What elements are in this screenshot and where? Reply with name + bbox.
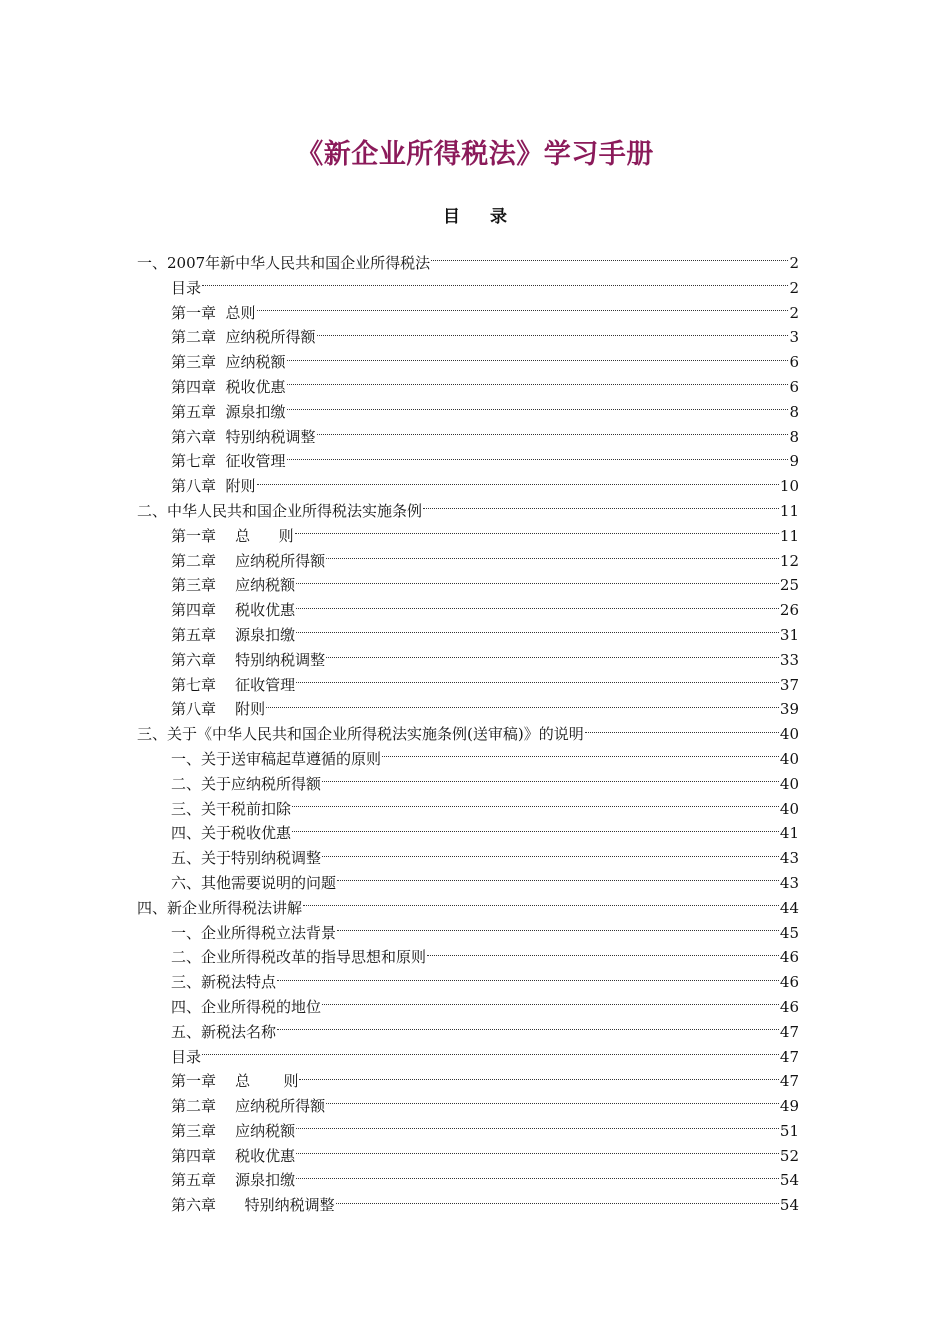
toc-dot-leader — [295, 532, 779, 534]
toc-entry-page-number: 49 — [779, 1097, 799, 1116]
toc-entry-page-number: 3 — [789, 328, 799, 347]
toc-entry-label: 第五章 源泉扣缴 — [171, 625, 296, 644]
toc-entry-page-number: 37 — [779, 675, 799, 694]
toc-dot-leader — [322, 855, 779, 857]
toc-entry-page-number: 31 — [779, 625, 799, 644]
toc-entry[interactable] — [137, 251, 799, 276]
toc-dot-leader — [202, 1053, 779, 1055]
toc-entry-label: 第六章 特别纳税调整 — [171, 1196, 335, 1215]
toc-dot-leader — [287, 359, 789, 361]
toc-entry[interactable] — [137, 896, 799, 921]
toc-dot-leader — [303, 904, 779, 906]
toc-entry-label: 四、关于税收优惠 — [171, 824, 292, 843]
toc-dot-leader — [337, 879, 779, 881]
toc-entry-page-number: 6 — [789, 377, 799, 396]
toc-dot-leader — [423, 507, 779, 509]
toc-entry-label: 第四章 税收优惠 — [171, 601, 296, 620]
toc-entry-page-number: 11 — [779, 501, 799, 520]
toc-entry-label: 目录 — [171, 1047, 202, 1066]
toc-entry[interactable] — [137, 474, 799, 499]
toc-entry[interactable] — [137, 499, 799, 524]
toc-entry-page-number: 26 — [779, 601, 799, 620]
toc-entry-label: 第三章 应纳税额 — [171, 576, 296, 595]
toc-entry[interactable] — [137, 350, 799, 375]
toc-entry-page-number: 43 — [779, 849, 799, 868]
toc-entry[interactable] — [137, 325, 799, 350]
toc-entry[interactable] — [137, 648, 799, 673]
toc-dot-leader — [296, 1177, 779, 1179]
toc-entry[interactable] — [137, 722, 799, 747]
toc-entry-page-number: 47 — [779, 1047, 799, 1066]
toc-entry[interactable] — [137, 1045, 799, 1070]
toc-dot-leader — [317, 433, 789, 435]
toc-heading: 目 录 — [443, 207, 507, 227]
toc-entry-label: 第三章 应纳税额 — [171, 1121, 296, 1140]
toc-entry-label: 第一章 总 则 — [171, 526, 294, 545]
toc-entry-page-number: 2 — [789, 254, 799, 272]
toc-dot-leader — [287, 408, 789, 410]
toc-entry-page-number: 10 — [779, 477, 799, 496]
toc-entry-page-number: 45 — [779, 923, 799, 942]
toc-entry-page-number: 46 — [779, 948, 799, 967]
toc-dot-leader — [257, 309, 789, 311]
toc-entry-page-number: 2 — [789, 303, 799, 322]
toc-dot-leader — [266, 706, 779, 708]
toc-entry[interactable] — [137, 995, 799, 1020]
toc-dot-leader — [277, 979, 779, 981]
toc-entry-label: 第八章 附则 — [171, 477, 256, 496]
toc-dot-leader — [257, 483, 779, 485]
toc-entry[interactable] — [137, 821, 799, 846]
toc-entry-page-number: 44 — [779, 898, 799, 917]
toc-dot-leader — [326, 1102, 779, 1104]
toc-dot-leader — [296, 1127, 779, 1129]
toc-entry[interactable] — [137, 375, 799, 400]
toc-entry[interactable] — [137, 1144, 799, 1169]
table-of-contents — [137, 251, 799, 1218]
toc-entry-page-number: 54 — [779, 1196, 799, 1215]
toc-entry-label: 目录 — [171, 278, 202, 297]
toc-entry-label: 第二章 应纳税所得额 — [171, 551, 326, 570]
toc-dot-leader — [427, 954, 779, 956]
toc-entry-label: 二、企业所得税改革的指导思想和原则 — [171, 948, 427, 967]
toc-entry-page-number: 47 — [779, 1022, 799, 1041]
toc-entry-label: 第七章 征收管理 — [171, 452, 286, 471]
toc-entry-label: 三、关干税前扣除 — [171, 799, 292, 818]
toc-dot-leader — [317, 334, 789, 336]
toc-entry-page-number: 40 — [779, 799, 799, 818]
toc-dot-leader — [296, 681, 779, 683]
toc-dot-leader — [299, 1078, 778, 1080]
toc-entry-label: 四、新企业所得税法讲解 — [137, 898, 303, 917]
toc-entry[interactable] — [137, 772, 799, 797]
toc-entry-page-number: 39 — [779, 700, 799, 719]
toc-entry-label: 第五章 源泉扣缴 — [171, 402, 286, 421]
toc-entry-page-number: 46 — [779, 997, 799, 1016]
toc-entry[interactable] — [137, 697, 799, 722]
toc-entry-label: 第四章 税收优惠 — [171, 377, 286, 396]
toc-entry-label: 第八章 附则 — [171, 700, 266, 719]
toc-entry-label: 第五章 源泉扣缴 — [171, 1171, 296, 1190]
toc-entry-label: 第六章 特别纳税调整 — [171, 650, 326, 669]
toc-entry-page-number: 54 — [779, 1171, 799, 1190]
toc-entry-page-number: 51 — [779, 1121, 799, 1140]
toc-dot-leader — [292, 830, 779, 832]
toc-dot-leader — [326, 557, 779, 559]
toc-entry[interactable] — [137, 573, 799, 598]
toc-entry-label: 一、关于送审稿起草遵循的原则 — [171, 749, 382, 768]
toc-entry-page-number: 52 — [779, 1146, 799, 1165]
toc-entry-page-number: 11 — [779, 526, 799, 545]
toc-entry-page-number: 33 — [779, 650, 799, 669]
toc-entry[interactable] — [137, 1193, 799, 1218]
toc-entry[interactable] — [137, 1119, 799, 1144]
toc-entry-label: 四、企业所得税的地位 — [171, 997, 322, 1016]
toc-dot-leader — [296, 631, 779, 633]
toc-entry-label: 二、中华人民共和国企业所得税法实施条例 — [137, 501, 423, 520]
toc-entry-page-number: 40 — [779, 774, 799, 793]
toc-entry-page-number: 9 — [789, 452, 799, 471]
toc-entry-label: 第一章 总则 — [171, 303, 256, 322]
toc-dot-leader — [382, 755, 779, 757]
toc-entry-label: 一、企业所得税立法背景 — [171, 923, 337, 942]
toc-entry[interactable] — [137, 797, 799, 822]
toc-entry-label: 一、2007年新中华人民共和国企业所得税法 — [137, 254, 431, 272]
toc-entry[interactable] — [137, 1168, 799, 1193]
toc-dot-leader — [292, 805, 779, 807]
toc-entry-label: 五、关于特别纳税调整 — [171, 849, 322, 868]
toc-entry-label: 五、新税法名称 — [171, 1022, 277, 1041]
toc-dot-leader — [336, 1202, 779, 1204]
toc-dot-leader — [296, 1152, 779, 1154]
toc-entry[interactable] — [137, 871, 799, 896]
toc-dot-leader — [585, 731, 779, 733]
toc-dot-leader — [431, 259, 788, 261]
toc-entry-page-number: 40 — [779, 725, 799, 744]
toc-entry[interactable] — [137, 921, 799, 946]
toc-entry[interactable] — [137, 1094, 799, 1119]
toc-dot-leader — [202, 284, 788, 286]
toc-dot-leader — [277, 1028, 779, 1030]
toc-entry[interactable] — [137, 276, 799, 301]
document-title: 《新企业所得税法》学习手册 — [296, 139, 654, 170]
toc-entry-label: 三、关于《中华人民共和国企业所得税法实施条例(送审稿)》的说明 — [137, 725, 584, 744]
toc-entry[interactable] — [137, 1020, 799, 1045]
toc-dot-leader — [296, 582, 779, 584]
toc-dot-leader — [322, 1003, 779, 1005]
toc-entry[interactable] — [137, 623, 799, 648]
toc-entry[interactable] — [137, 1069, 799, 1094]
toc-entry-page-number: 8 — [789, 427, 799, 446]
toc-entry-label: 第六章 特别纳税调整 — [171, 427, 316, 446]
toc-entry-label: 第三章 应纳税额 — [171, 353, 286, 372]
toc-entry-label: 二、关于应纳税所得额 — [171, 774, 322, 793]
toc-entry-label: 三、新税法特点 — [171, 973, 277, 992]
toc-entry-label: 第四章 税收优惠 — [171, 1146, 296, 1165]
toc-entry-page-number: 8 — [789, 402, 799, 421]
toc-dot-leader — [322, 780, 779, 782]
toc-entry-page-number: 43 — [779, 873, 799, 892]
toc-entry[interactable] — [137, 449, 799, 474]
toc-entry[interactable] — [137, 549, 799, 574]
toc-entry[interactable] — [137, 846, 799, 871]
toc-entry[interactable] — [137, 524, 799, 549]
toc-entry-label: 第二章 应纳税所得额 — [171, 1097, 326, 1116]
toc-entry-label: 第七章 征收管理 — [171, 675, 296, 694]
toc-dot-leader — [337, 929, 779, 931]
toc-entry-label: 六、其他需要说明的问题 — [171, 873, 337, 892]
toc-entry-page-number: 41 — [779, 824, 799, 843]
toc-entry[interactable] — [137, 301, 799, 326]
toc-entry-page-number: 2 — [789, 278, 799, 297]
toc-entry[interactable] — [137, 673, 799, 698]
toc-dot-leader — [296, 607, 779, 609]
toc-entry-page-number: 40 — [779, 749, 799, 768]
toc-entry-page-number: 12 — [779, 551, 799, 570]
toc-dot-leader — [287, 458, 789, 460]
toc-dot-leader — [326, 656, 779, 658]
toc-entry-page-number: 6 — [789, 353, 799, 372]
toc-entry[interactable] — [137, 970, 799, 995]
toc-entry-label: 第二章 应纳税所得额 — [171, 328, 316, 347]
toc-entry[interactable] — [137, 945, 799, 970]
toc-entry-page-number: 47 — [779, 1072, 799, 1091]
toc-entry-label: 第一章 总 则 — [171, 1072, 299, 1091]
toc-entry-page-number: 25 — [779, 576, 799, 595]
toc-dot-leader — [287, 383, 789, 385]
toc-entry[interactable] — [137, 598, 799, 623]
toc-entry-page-number: 46 — [779, 973, 799, 992]
toc-entry[interactable] — [137, 747, 799, 772]
toc-entry[interactable] — [137, 400, 799, 425]
toc-entry[interactable] — [137, 425, 799, 450]
